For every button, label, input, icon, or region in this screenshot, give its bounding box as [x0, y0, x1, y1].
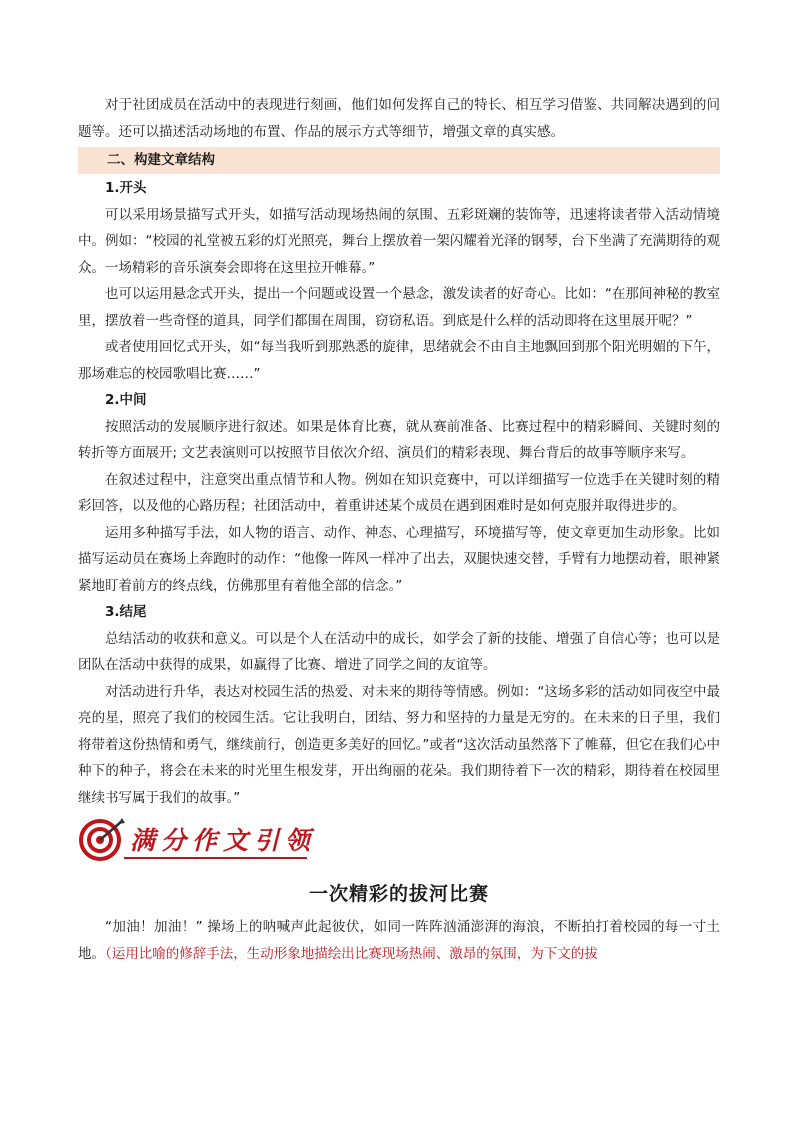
essay-title: 一次精彩的拔河比赛 — [308, 883, 489, 905]
paragraph: 或者使用回忆式开头，如“每当我听到那熟悉的旋律，思绪就会不由自主地飘回到那个阳光明媚的下午，那场难忘的校园歌唱比赛……” — [78, 339, 720, 382]
paragraph: 在叙述过程中，注意突出重点情节和人物。例如在知识竞赛中，可以详细描写一位选手在关键时刻的精彩回答，以及他的心路历程；社团活动中，着重讲述某个成员在遇到困难时是如何克服并取得进步的。 — [78, 471, 720, 514]
banner-underline — [124, 857, 307, 859]
essay-text: “加油！加油！” 操场上的呐喊声此起彼伏，如同一阵阵汹涌澎湃的海浪，不断拍打着校园的每一寸土地。 — [78, 919, 720, 962]
section-heading: 二、构建文章结构 — [78, 147, 720, 174]
paragraph: 总结活动的收获和意义。可以是个人在活动中的成长，如学会了新的技能、增强了自信心等；也可以是团队在活动中获得的成果，如赢得了比赛、增进了同学之间的友谊等。 — [78, 630, 720, 673]
essay-comment: （运用比喻的修辞手法，生动形象地描绘出比赛现场热闹、激昂的氛围，为下文的拔 — [105, 945, 598, 962]
intro-paragraph: 对于社团成员在活动中的表现进行刻画，他们如何发挥自己的特长、相互学习借鉴、共同解决遇到的问题等。还可以描述活动场地的布置、作品的展示方式等细节，增强文章的真实感。 — [78, 97, 720, 140]
subheading-middle: 2.中间 — [105, 392, 147, 408]
essay-paragraph — [78, 914, 720, 967]
paragraph: 运用多种描写手法，如人物的语言、动作、神态、心理描写，环境描写等，使文章更加生动形象。比如描写运动员在赛场上奔跑时的动作：“他像一阵风一样冲了出去，双腿快速交替，手臂有力地摆动着，眼神紧紧地盯着前方的终点线，仿佛那里有着他全部的信念。” — [78, 524, 720, 594]
subheading-opening: 1.开头 — [105, 180, 147, 196]
banner-title: 满分作文引领 — [130, 826, 317, 855]
target-icon — [78, 817, 126, 861]
paragraph: 对活动进行升华，表达对校园生活的热爱、对未来的期待等情感。例如：“这场多彩的活动如同夜空中最亮的星，照亮了我们的校园生活。它让我明白，团结、努力和坚持的力量是无穷的。在未来的日子里，我们将带着这份热情和勇气，继续前行，创造更多美好的回忆。”或者“这次活动虽然落下了帷幕，但它在我们心中种下的种子，将会在未来的时光里生根发芽，开出绚丽的花朵。我们期待着下一次的精彩，期待着在校园里继续书写属于我们的故事。” — [78, 683, 720, 806]
paragraph: 按照活动的发展顺序进行叙述。如果是体育比赛，就从赛前准备、比赛过程中的精彩瞬间、关键时刻的转折等方面展开; 文艺表演则可以按照节目依次介绍、演员们的精彩表现、舞台背后的故事等顺序来写。 — [78, 418, 720, 461]
document-page — [78, 92, 720, 967]
subheading-ending: 3.结尾 — [105, 604, 147, 620]
paragraph: 也可以运用悬念式开头，提出一个问题或设置一个悬念，激发读者的好奇心。比如：“在那间神秘的教室里，摆放着一些奇怪的道具，同学们都围在周围，窃窃私语。到底是什么样的活动即将在这里展开呢？” — [78, 286, 720, 329]
model-essay-banner — [78, 817, 720, 861]
paragraph: 可以采用场景描写式开头，如描写活动现场热闹的氛围、五彩斑斓的装饰等，迅速将读者带入活动情境中。例如：“校园的礼堂被五彩的灯光照亮，舞台上摆放着一架闪耀着光泽的钢琴，台下坐满了充满期待的观众。一场精彩的音乐演奏会即将在这里拉开帷幕。” — [78, 206, 720, 276]
